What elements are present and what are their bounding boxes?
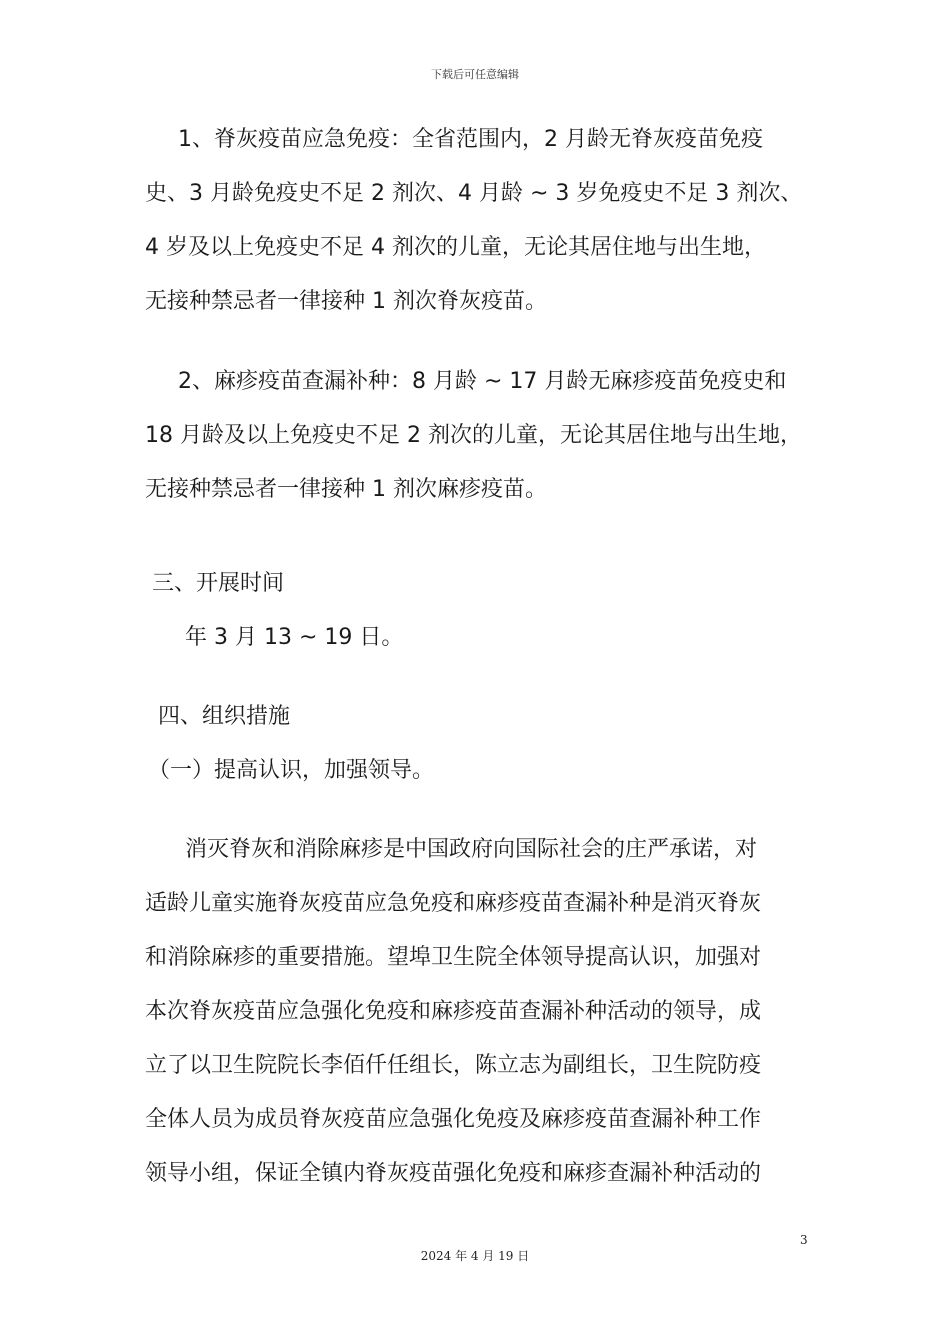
paragraph-line: 4 岁及以上免疫史不足 4 剂次的儿童，无论其居住地与出生地， [145, 235, 766, 260]
paragraph-line: 史、3 月龄免疫史不足 2 剂次、4 月龄 ~ 3 岁免疫史不足 3 剂次、 [145, 181, 803, 206]
paragraph-line: 本次脊灰疫苗应急强化免疫和麻疹疫苗查漏补种活动的领导，成 [145, 999, 762, 1024]
paragraph-line: 领导小组，保证全镇内脊灰疫苗强化免疫和麻疹查漏补种活动的 [145, 1161, 762, 1186]
subsection-heading: （一）提高认识，加强领导。 [148, 758, 435, 783]
paragraph-line: 立了以卫生院院长李佰仟任组长，陈立志为副组长，卫生院防疫 [145, 1053, 762, 1078]
paragraph-line: 无接种禁忌者一律接种 1 剂次脊灰疫苗。 [145, 289, 547, 314]
paragraph-line: 消灭脊灰和消除麻疹是中国政府向国际社会的庄严承诺，对 [185, 837, 758, 862]
paragraph-line: 全体人员为成员脊灰疫苗应急强化免疫及麻疹疫苗查漏补种工作 [145, 1107, 762, 1132]
section-heading: 三、开展时间 [152, 571, 285, 596]
paragraph-line: 2、麻疹疫苗查漏补种：8 月龄 ~ 17 月龄无麻疹疫苗免疫史和 [178, 369, 787, 394]
paragraph-line: 1、脊灰疫苗应急免疫：全省范围内，2 月龄无脊灰疫苗免疫 [178, 127, 763, 152]
section-heading: 四、组织措施 [158, 704, 291, 729]
paragraph-line: 和消除麻疹的重要措施。望埠卫生院全体领导提高认识，加强对 [145, 945, 762, 970]
header-note: 下载后可任意编辑 [431, 68, 519, 81]
paragraph-line: 适龄儿童实施脊灰疫苗应急免疫和麻疹疫苗查漏补种是消灭脊灰 [145, 891, 762, 916]
page-number: 3 [800, 1233, 808, 1247]
paragraph-line: 年 3 月 13 ~ 19 日。 [185, 625, 404, 650]
paragraph-line: 18 月龄及以上免疫史不足 2 剂次的儿童，无论其居住地与出生地， [145, 423, 802, 448]
paragraph-line: 无接种禁忌者一律接种 1 剂次麻疹疫苗。 [145, 477, 547, 502]
footer-date: 2024 年 4 月 19 日 [420, 1249, 530, 1263]
